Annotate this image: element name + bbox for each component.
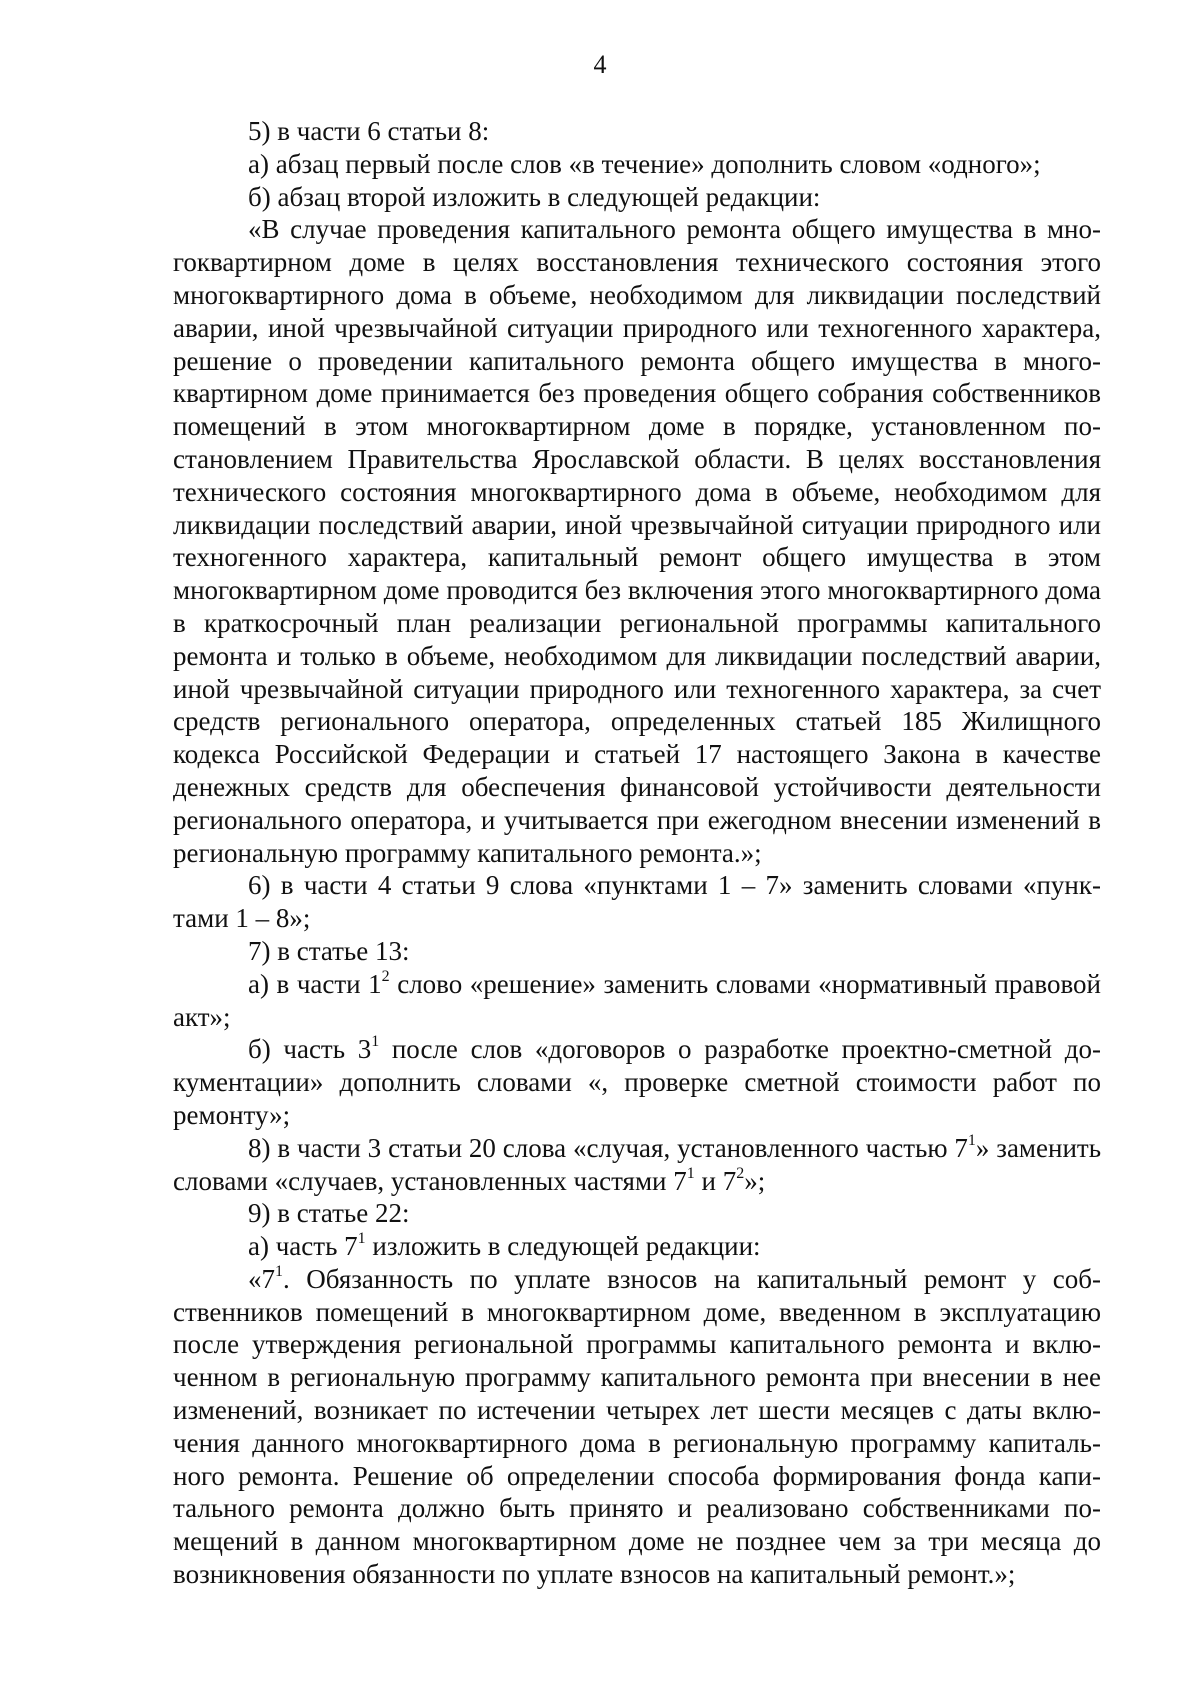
paragraph-subitem-a: а) абзац первый после слов «в течение» дополнить словом «одного»; bbox=[248, 148, 1041, 179]
superscript: 1 bbox=[357, 1230, 366, 1248]
text-segment: а) часть 7 bbox=[248, 1231, 358, 1262]
text-segment: »; bbox=[744, 1165, 766, 1196]
document-body bbox=[173, 115, 1101, 1591]
text-segment: а) в части 1 bbox=[248, 968, 382, 999]
paragraph-item-8 bbox=[173, 1132, 1101, 1198]
paragraph-subitem-b: б) абзац второй изложить в следующей редакции: bbox=[248, 181, 821, 212]
text-segment: и 7 bbox=[694, 1165, 737, 1196]
text-segment: изложить в следующей редакции: bbox=[365, 1231, 761, 1262]
text-segment: «7 bbox=[248, 1263, 275, 1294]
superscript: 1 bbox=[967, 1131, 976, 1149]
text-segment: слово «решение» заменить словами «нормативный правовой акт»; bbox=[173, 968, 1101, 1032]
paragraph-item-5: 5) в части 6 статьи 8: bbox=[248, 116, 490, 146]
paragraph-item-6: 6) в части 4 статьи 9 слова «пунктами 1 – 7» заменить словами «пунктами 1 – 8»; bbox=[173, 870, 1101, 934]
superscript: 1 bbox=[686, 1164, 695, 1182]
paragraph-item-7-a bbox=[173, 968, 1101, 1034]
paragraph-item-7-b bbox=[173, 1033, 1101, 1131]
quoted-paragraph-capital-repair: «В случае проведения капитального ремонта общего имущества в многоквартирном доме в целях восстановления технического состояния этого многоквартирного дома в объеме, необходимом для ликвидации последствий аварии, иной чрезвычайной ситуации природного или техногенного характера, решение о проведении капитального ремонта общего имущества в многоквартирном доме принимается без проведения общего собрания собственников помещений в этом многоквартирном доме в порядке, установленном постановлением Правительства Ярославской области. В целях восстановления технического состояния многоквартирного дома в объеме, необходимом для ликвидации последствий аварии, иной чрезвычайной ситуации природного или техногенного характера, капитальный ремонт общего имущества в этом многоквартирном доме проводится без включения этого многоквартирного дома в краткосрочный план реализации региональной программы капитального ремонта и только в объеме, необходимом для ликвидации последствий аварии, иной чрезвычайной ситуации природного или техногенного характера, за счет средств регионального оператора, определенных статьей 185 Жилищного кодекса Российской Федерации и статьей 17 настоящего Закона в качестве денежных средств для обеспечения финансовой устойчивости деятельности регионального оператора, и учитывается при ежегодном внесении изменений в региональную программу капитального ремонта.»; bbox=[173, 214, 1101, 868]
paragraph-item-9: 9) в статье 22: bbox=[248, 1198, 410, 1229]
superscript: 2 bbox=[736, 1164, 745, 1182]
superscript: 1 bbox=[275, 1262, 283, 1280]
text-segment: б) часть 3 bbox=[248, 1034, 372, 1065]
paragraph-item-9-a bbox=[173, 1230, 1101, 1263]
superscript: 1 bbox=[371, 1033, 380, 1051]
paragraph-item-7: 7) в статье 13: bbox=[248, 935, 410, 966]
text-segment: после слов «договоров о разработке проектно-сметной документации» дополнить словами «, проверке сметной стоимости работ по ремонту»; bbox=[173, 1034, 1102, 1130]
superscript: 2 bbox=[381, 967, 390, 985]
page-number: 4 bbox=[593, 50, 607, 79]
text-segment: 8) в части 3 статьи 20 слова «случая, установленного частью 7 bbox=[248, 1132, 968, 1163]
text-segment: . Обязанность по уплате взносов на капитальный ремонт у собственников помещений в многоквартирном доме, введенном в эксплуатацию после утверждения региональной программы капитального ремонта и включенном в региональную программу капитального ремонта при внесении в нее изменений, возникает по истечении четырех лет шести месяцев с даты включения данного многоквартирного дома в региональную программу капитального ремонта. Решение об определении способа формирования фонда капитального ремонта должно быть принято и реализовано собственниками помещений в данном многоквартирном доме не позднее чем за три месяца до возникновения обязанности по уплате взносов на капитальный ремонт.»; bbox=[173, 1263, 1101, 1590]
text-segment: » заменить словами «случаев, установленных частями 7 bbox=[173, 1132, 1102, 1196]
quoted-paragraph-part-7-1 bbox=[173, 1263, 1101, 1591]
